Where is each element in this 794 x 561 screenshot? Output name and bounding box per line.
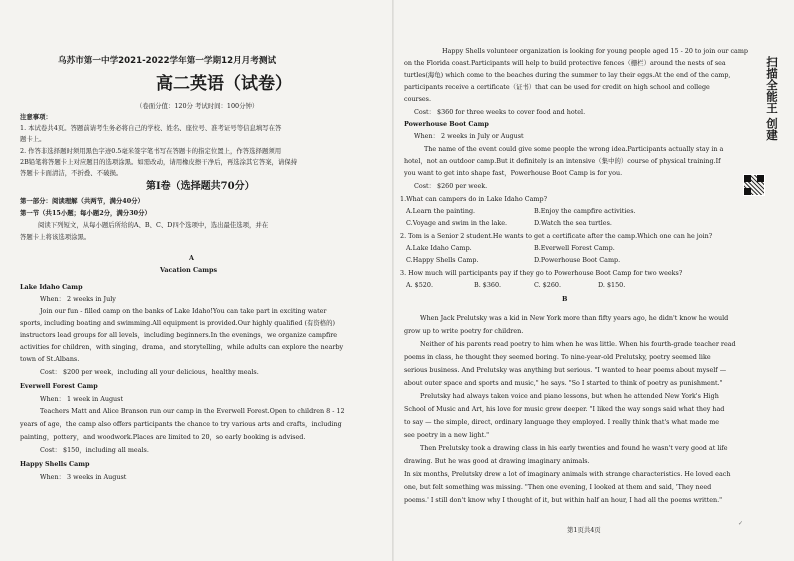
exam-info: （卷面分值：120分 考试时间：100分钟） xyxy=(136,102,259,110)
camp-text: instructors lead groups for all levels，including beginners.In the evenings，we organize campfire xyxy=(20,331,338,339)
camp-name: Everwell Forest Camp xyxy=(20,382,98,390)
passage-line: poems in class, he thought they seemed boring. To nine-year-old Prelutsky, poetry seemed like xyxy=(404,353,711,361)
passage-line: to say — the simple, direct, ordinary language they employed. I really think that's what made me xyxy=(404,418,720,426)
camp-name: Happy Shells Camp xyxy=(20,460,90,468)
intro-line: turtles(海龟) which come to the beaches during the summer to lay their eggs.At the end of the camp, xyxy=(404,71,731,79)
option: D.Powerhouse Boot Camp. xyxy=(534,256,621,264)
passage-line: When Jack Prelutsky was a kid in New York more than fifty years ago, he didn't know he would xyxy=(420,314,729,322)
option: A.Lake Idaho Camp. xyxy=(406,244,472,252)
camp-text: sports, including boating and swimming.All equipment is provided.Our highly qualified (有资格的) xyxy=(20,319,336,327)
option: D.Watch the sea turtles. xyxy=(534,219,612,227)
passage-b-letter: B xyxy=(562,295,568,303)
option: C. $260. xyxy=(534,281,562,289)
intro-line: participants receive a certificate（证书）that can be used for credit on high school and college xyxy=(404,83,710,91)
exam-page-left xyxy=(0,0,394,561)
camp-text: hotel，not an outdoor camp.But it definitely is an intensive（集中的）course of physical training.If xyxy=(404,157,721,165)
passage-line: one, but felt something was missing. "Then one evening, I looked at them and said, 'They need xyxy=(404,483,712,491)
section1-instruction: 答题卡上将该选项涂黑。 xyxy=(20,233,91,241)
option: D. $150. xyxy=(598,281,626,289)
camp-cost: Cost： $360 for three weeks to cover food and hotel. xyxy=(414,108,586,116)
option: A. $520. xyxy=(406,281,433,289)
question: 1.What can campers do in Lake Idaho Camp? xyxy=(400,195,548,203)
section1-instruction: 阅读下列短文，从每小题后所给的A、B、C、D四个选项中，选出最佳选项，并在 xyxy=(38,221,269,229)
camp-text: painting，pottery，and woodwork.Places are limited to 20，so early booking is advised. xyxy=(20,433,306,441)
camp-name: Powerhouse Boot Camp xyxy=(404,120,489,128)
camp-text: activities for children，with singing，drama，and storytelling，while adults can explore the nearby xyxy=(20,343,344,351)
question: 2. Tom is a Senior 2 student.He wants to get a certificate after the camp.Which one can he join? xyxy=(400,232,713,240)
section1-title: 第一节（共15小题；每小题2分，满分30分） xyxy=(20,209,151,217)
option: B.Enjoy the campfire activities. xyxy=(534,207,636,215)
camp-when: When： 2 weeks in July or August xyxy=(414,132,524,140)
camp-name: Lake Idaho Camp xyxy=(20,283,83,291)
camp-when: When： 2 weeks in July xyxy=(40,295,116,303)
passage-line: serious business. And Prelutsky was anything but serious. "I wanted to hear poems about myself — xyxy=(404,366,727,374)
intro-line: Happy Shells volunteer organization is looking for young people aged 15 - 20 to join our camp xyxy=(442,47,748,55)
passage-a-title: Vacation Camps xyxy=(160,266,218,274)
intro-line: courses. xyxy=(404,95,431,103)
option: B. $360. xyxy=(474,281,502,289)
note-line: 2B铅笔将答题卡上对应题目的选项涂黑。如需改动，请用橡皮擦干净后，再选涂其它答案，请保持 xyxy=(20,158,298,166)
passage-line: Prelutsky had always taken voice and piano lessons, but when he attended New York's High xyxy=(420,392,719,400)
option: C.Voyage and swim in the lake. xyxy=(406,219,508,227)
camp-text: Join our fun - filled camp on the banks of Lake Idaho!You can take part in exciting water xyxy=(40,307,327,315)
note-line: 1. 本试卷共4页。答题前请考生务必将自己的学校、姓名、座位号、准考证号等信息填写在答 xyxy=(20,124,282,132)
question: 3. How much will participants pay if they go to Powerhouse Boot Camp for two weeks? xyxy=(400,269,683,277)
passage-line: School of Music and Art, his love for music grew deeper. "I liked the way songs said what they had xyxy=(404,405,725,413)
page-footer: 第1页共4页 xyxy=(567,526,601,534)
passage-line: grow up to write poetry for children. xyxy=(404,327,524,335)
camp-cost: Cost： $260 per week. xyxy=(414,182,488,190)
intro-line: on the Florida coast.Participants will help to build protective fences（栅栏）around the nests of sea xyxy=(404,59,726,67)
scanner-caption: 扫描全能王 创建 xyxy=(765,56,779,141)
option: B.Everwell Forest Camp. xyxy=(534,244,615,252)
part1-title: 第Ⅰ卷（选择题共70分） xyxy=(146,181,255,192)
camp-text: town of St.Albans. xyxy=(20,355,80,363)
passage-line: Then Prelutsky took a drawing class in his early twenties and found he wasn't very good at life xyxy=(420,444,728,452)
passage-line: about outer space and sports and music," he says. "So I started to think of poetry as punishment." xyxy=(404,379,723,387)
camp-cost: Cost： $200 per week，including all your delicious，healthy meals. xyxy=(40,368,259,376)
camp-text: years of age，the camp also offers participants the chance to try various arts and crafts，including xyxy=(20,420,342,428)
passage-line: drawing. But he was good at drawing imaginary animals. xyxy=(404,457,590,465)
camp-text: Teachers Matt and Alice Branson run our camp in the Everwell Forest.Open to children 8 - 12 xyxy=(40,407,345,415)
camp-when: When： 3 weeks in August xyxy=(40,473,127,481)
camp-cost: Cost： $150，including all meals. xyxy=(40,446,149,454)
option: A.Learn the painting. xyxy=(406,207,476,215)
camp-text: The name of the event could give some people the wrong idea.Participants actually stay in a xyxy=(424,145,724,153)
note-line: 题卡上。 xyxy=(20,135,46,143)
passage-line: In six months, Prelutsky drew a lot of imaginary animals with strange characteristics. He loved each xyxy=(404,470,731,478)
exam-title: 高二英语（试卷） xyxy=(156,74,292,94)
option: C.Happy Shells Camp. xyxy=(406,256,479,264)
note-line: 2. 作答非选择题时须用黑色字迹0.5毫米签字笔书写在答题卡的指定位置上，作答选择题须用 xyxy=(20,147,282,155)
exam-header: 乌苏市第一中学2021-2022学年第一学期12月月考测试 xyxy=(58,56,277,66)
exam-page-right xyxy=(394,0,794,561)
passage-line: see poetry in a new light." xyxy=(404,431,490,439)
note-line: 答题卡卡面清洁，不折叠、不破损。 xyxy=(20,169,123,177)
camp-when: When： 1 week in August xyxy=(40,395,124,403)
qr-code-icon xyxy=(743,174,765,196)
passage-line: Neither of his parents read poetry to him when he was little. When his fourth-grade teacher read xyxy=(420,340,736,348)
passage-line: poems.' I still don't know why I thought of it, but within half an hour, I had all the poems written." xyxy=(404,496,723,504)
passage-a-letter: A xyxy=(189,254,194,262)
pencil-mark-icon: ✓ xyxy=(738,520,744,527)
part1-subtitle: 第一部分：阅读理解（共两节，满分40分） xyxy=(20,197,144,205)
camp-text: you want to get into shape fast，Powerhouse Boot Camp is for you. xyxy=(404,169,623,177)
notes-title: 注意事项： xyxy=(20,113,52,121)
